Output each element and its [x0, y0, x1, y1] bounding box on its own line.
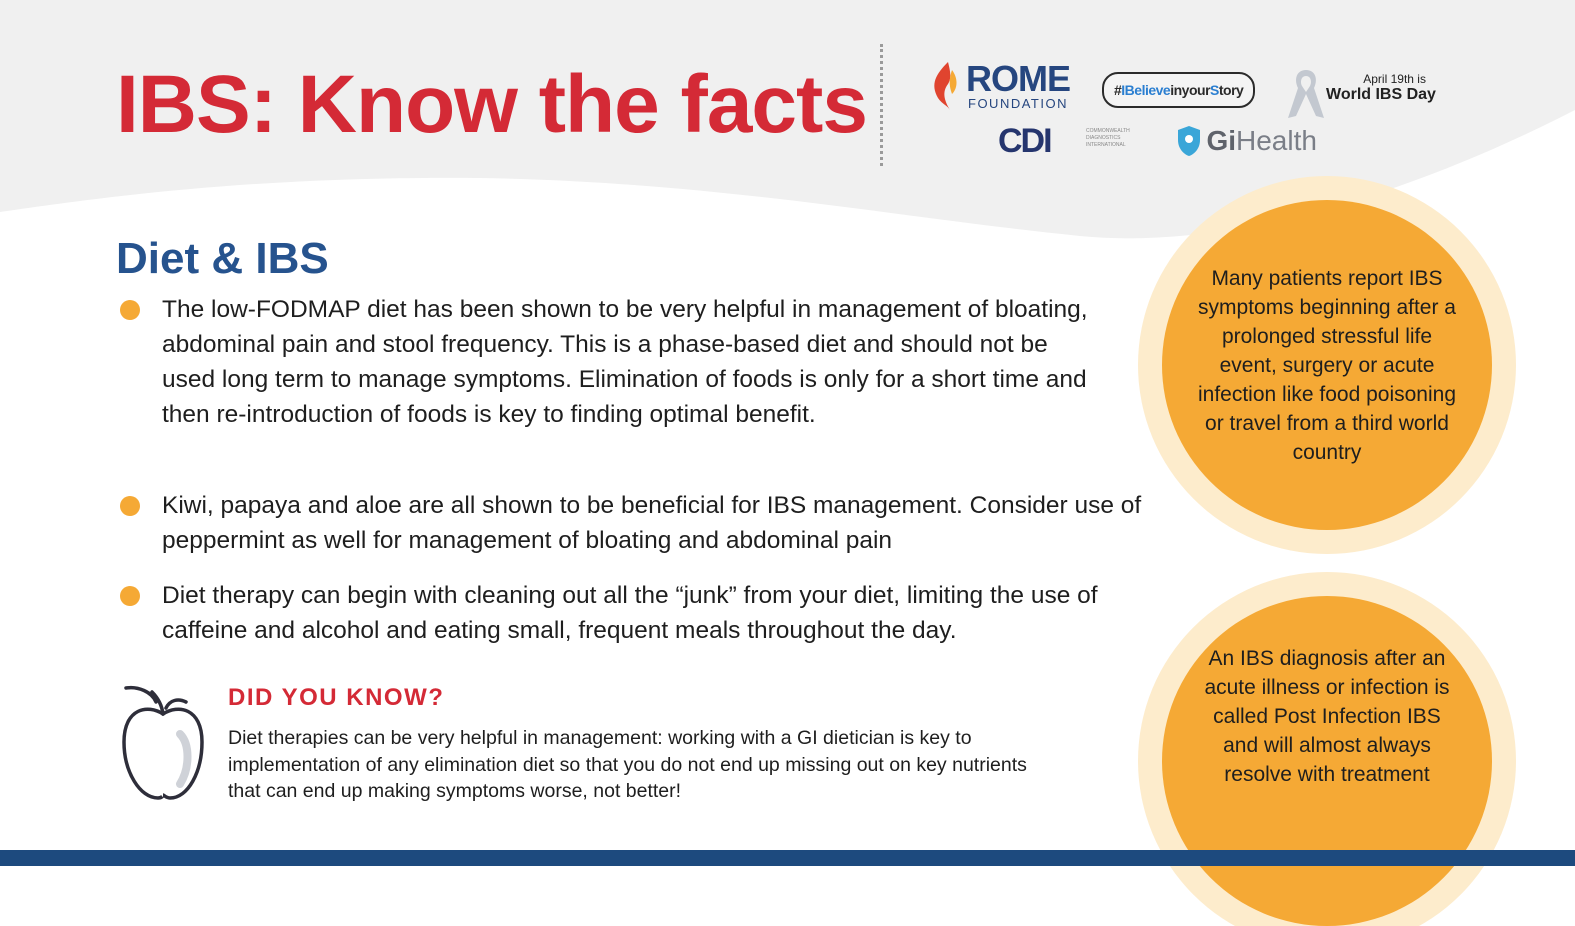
gi-health-logo — [1176, 124, 1317, 160]
rome-wordmark: ROME — [966, 58, 1070, 99]
awareness-ribbon-icon — [1282, 66, 1330, 122]
callout-text: An IBS diagnosis after an acute illness or infection is called Post Infection IBS and will almost always resolve with treatment — [1204, 647, 1450, 786]
rome-foundation-logo — [928, 58, 1078, 114]
health-wordmark: Health — [1236, 125, 1317, 156]
world-ibs-day-date: April 19th is — [1363, 72, 1426, 86]
bullet-text: Kiwi, papaya and aloe are all shown to be beneficial for IBS management. Consider use of peppermint as well for management of bloating and abdominal pain — [162, 492, 1142, 554]
callout-text: Many patients report IBS symptoms beginning after a prolonged stressful life event, surgery or acute infection like food poisoning or travel from a third world country — [1197, 266, 1456, 464]
orange-dot-icon — [120, 300, 140, 320]
footer-bar — [0, 850, 1575, 866]
section-title: Diet & IBS — [116, 234, 329, 283]
cdi-logo — [998, 122, 1158, 160]
hashtag-prefix: # — [1114, 82, 1122, 98]
world-ibs-day-logo — [1326, 72, 1436, 104]
hashtag-inyour: inyour — [1170, 82, 1211, 98]
hashtag-tory: tory — [1218, 82, 1244, 98]
rome-subtitle: FOUNDATION — [968, 96, 1068, 111]
gi-shield-icon — [1176, 124, 1202, 158]
hashtag-badge — [1102, 72, 1255, 108]
list-item — [162, 578, 1172, 648]
bullet-text: Diet therapy can begin with cleaning out all the “junk” from your diet, limiting the use of caffeine and alcohol and eating small, frequent meals throughout the day. — [162, 582, 1098, 644]
gi-wordmark: Gi — [1206, 125, 1237, 156]
cdi-subtitle: COMMONWEALTH DIAGNOSTICS INTERNATIONAL — [1086, 128, 1130, 148]
list-item — [162, 292, 1092, 432]
cdi-wordmark: CDI — [998, 122, 1051, 160]
orange-dot-icon — [120, 586, 140, 606]
did-you-know-title: DID YOU KNOW? — [228, 684, 445, 711]
world-ibs-day-label: World IBS Day — [1326, 86, 1436, 103]
rome-flame-icon — [928, 60, 964, 112]
callout-circle-stress — [1162, 200, 1492, 530]
hashtag-ibelieve: IBelieve — [1121, 82, 1171, 98]
header-divider — [880, 44, 883, 166]
page-title: IBS: Know the facts — [116, 59, 867, 150]
orange-dot-icon — [120, 496, 140, 516]
callout-circle-post-infection — [1162, 596, 1492, 926]
hashtag-s: S — [1210, 82, 1219, 98]
list-item — [162, 488, 1222, 558]
bullet-text: The low-FODMAP diet has been shown to be very helpful in management of bloating, abdominal pain and stool frequency. This is a phase-based diet and should not be used long term to manage symptoms. Elimination of foods is only for a short time and then re-introduction of foods is key to finding optimal benefit. — [162, 296, 1088, 428]
apple-icon — [118, 684, 208, 804]
did-you-know-body: Diet therapies can be very helpful in management: working with a GI dietician is key to implementation of any elimination diet so that you do not end up missing out on key nutrients that can end up making symptoms worse, not better! — [228, 727, 1027, 802]
